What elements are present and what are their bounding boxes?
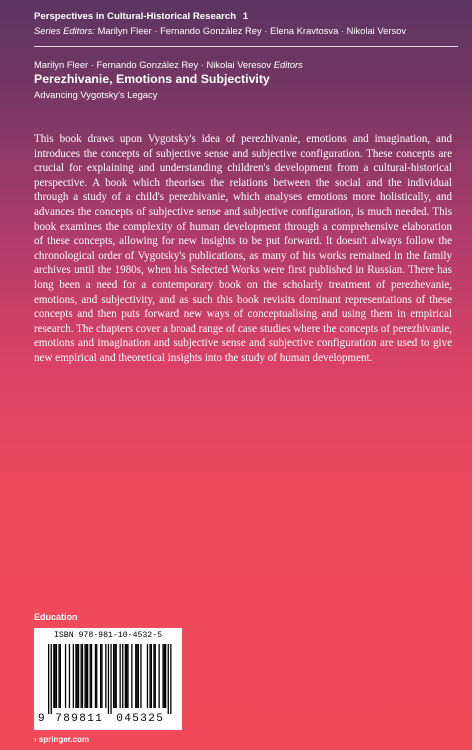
barcode-bar: [48, 644, 49, 714]
isbn-barcode: [34, 628, 182, 730]
barcode-bar: [100, 644, 101, 708]
barcode-bar: [135, 644, 136, 708]
barcode-digits: 789811: [55, 713, 104, 725]
barcode-bar: [168, 644, 169, 714]
barcode-bar: [82, 644, 83, 708]
barcode-bar: [126, 644, 127, 708]
publisher-link[interactable]: › springer.com: [34, 735, 90, 744]
barcode-bar: [122, 644, 123, 708]
barcode-bar: [140, 644, 141, 708]
barcode-bar: [65, 644, 66, 708]
barcode-bar: [155, 644, 156, 708]
series-title-line: [34, 10, 454, 24]
barcode-bar: [136, 644, 137, 708]
barcode-bar: [55, 644, 56, 708]
barcode-bar: [90, 644, 91, 708]
barcode-bar: [73, 644, 74, 708]
barcode-bar: [113, 644, 114, 708]
barcode-digits: 9: [37, 713, 46, 725]
barcode-bar: [87, 644, 88, 708]
barcode-bar: [164, 644, 165, 708]
book-editors: Marilyn Fleer · Fernando González Rey · Nikolai Veresov: [34, 59, 272, 70]
barcode-bar: [120, 644, 121, 708]
book-info: [34, 58, 454, 101]
barcode-bar: [91, 644, 92, 708]
barcode-bar: [101, 644, 102, 708]
barcode-bar: [162, 644, 163, 708]
barcode-bar: [58, 644, 59, 708]
barcode-bar: [81, 644, 82, 708]
barcode-bar: [159, 644, 160, 708]
barcode-bar: [116, 644, 117, 708]
barcode-bar: [60, 644, 61, 708]
barcode-bar: [131, 644, 132, 708]
barcode-bar: [53, 644, 54, 708]
subject-category: Education: [34, 612, 78, 622]
barcode-graphic: [34, 628, 182, 730]
barcode-bar: [77, 644, 78, 708]
book-editors-line: [34, 58, 454, 71]
barcode-bar: [153, 644, 154, 708]
barcode-bar: [69, 644, 70, 708]
header-divider: [34, 46, 458, 47]
barcode-bar: [51, 644, 52, 714]
barcode-bar: [165, 644, 166, 708]
book-blurb: This book draws upon Vygotsky's idea of perezhivanie, emotions and imagination, and introduces the concepts of subjective sense and subjective configuration. These concepts are crucial for explaining and understanding children's development from a cultural-historical perspective. A book which theorises the relations between the social and the individual through a study of a child's perezhivanie, which analyses emotions more holistically, and advances the concepts of subjective sense and subjective configuration, is much needed. This book examines the complexity of human development through a comprehensive elaboration of these concepts, allowing for new insights to be put forward. It doesn't always follow the chronological order of Vygotsky's publications, as many of his works remained in the family archives until the 1980s, when his Selected Works were first published in Russian. There has long been a need for a contemporary book on the scholarly treatment of perezhevanie, emotions, and subjectivity, and as such this book revisits dominant representations of these concepts and then puts forward new ways of conceptualising and using them in empirical research. The chapters cover a broad range of case studies where the concepts of perezhivanie, emotions and imagination and subjective sense and subjective configuration are used to give new empirical and theoretical insights into the study of human development.: [34, 133, 452, 364]
barcode-bar: [149, 644, 150, 708]
barcode-bar: [75, 644, 76, 708]
series-editors: Marilyn Fleer · Fernando González Rey · Elena Kravtosva · Nikolai Versov: [97, 25, 407, 36]
barcode-bar: [56, 644, 57, 708]
series-editors-line: [34, 24, 454, 38]
series-title: Perspectives in Cultural-Historical Research: [34, 11, 237, 22]
book-subtitle: Advancing Vygotsky's Legacy: [34, 89, 158, 100]
barcode-bar: [96, 644, 97, 708]
barcode-bar: [127, 644, 128, 708]
series-header: [34, 10, 454, 38]
barcode-bar: [78, 644, 79, 708]
barcode-bar: [114, 644, 115, 708]
barcode-bar: [108, 644, 109, 714]
barcode-bar: [95, 644, 96, 708]
book-title: Perezhivanie, Emotions and Subjectivity: [34, 72, 270, 86]
barcode-bar: [84, 644, 85, 708]
barcode-bar: [138, 644, 139, 708]
isbn-number: ISBN 978-981-10-4532-5: [53, 631, 163, 640]
barcode-bar: [105, 644, 106, 708]
series-volume: 1: [242, 11, 249, 22]
barcode-bar: [86, 644, 87, 708]
barcode-bar: [110, 644, 111, 714]
barcode-bar: [170, 644, 171, 714]
series-editors-label: Series Editors:: [34, 25, 95, 36]
book-editors-label: Editors: [273, 59, 303, 70]
barcode-digits: 045325: [116, 713, 165, 725]
barcode-bar: [147, 644, 148, 708]
barcode-bar: [151, 644, 152, 708]
barcode-bar: [125, 644, 126, 708]
